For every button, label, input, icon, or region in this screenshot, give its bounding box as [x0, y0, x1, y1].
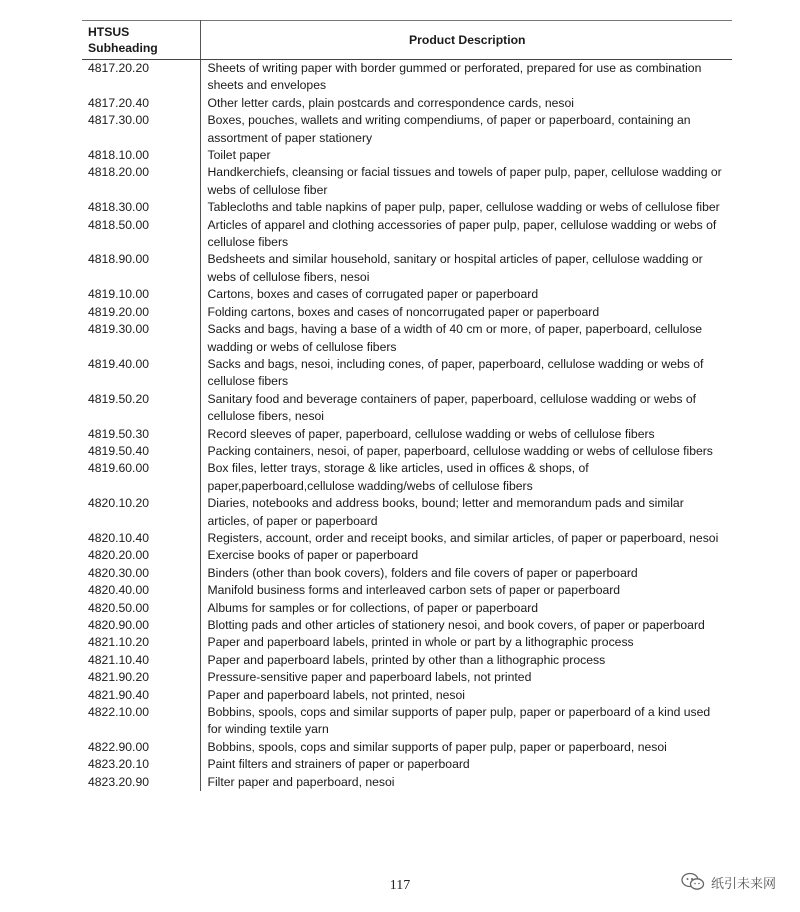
table-row [82, 356, 732, 391]
table-row [82, 530, 732, 547]
table-row [82, 600, 732, 617]
table-row [82, 164, 732, 199]
subheading-code: 4820.20.00 [82, 547, 200, 564]
table-row [82, 443, 732, 460]
subheading-code: 4819.60.00 [82, 460, 200, 495]
product-description: Bobbins, spools, cops and similar supports of paper pulp, paper or paperboard, nesoi [207, 739, 667, 754]
table-row [82, 217, 732, 252]
table-row [82, 634, 732, 651]
product-description: Articles of apparel and clothing accessories of paper pulp, paper, cellulose wadding or webs of cellulose fibers [207, 217, 717, 250]
subheading-code: 4820.90.00 [82, 617, 200, 634]
table-row [82, 112, 732, 147]
product-description: Blotting pads and other articles of stationery nesoi, and book covers, of paper or paperboard [207, 618, 705, 632]
product-description: Filter paper and paperboard, nesoi [207, 774, 395, 789]
product-description: Packing containers, nesoi, of paper, paperboard, cellulose wadding or webs of cellulose fibers [207, 443, 713, 458]
table-row [82, 147, 732, 164]
subheading-code: 4819.50.40 [82, 443, 200, 460]
product-description: Sheets of writing paper with border gummed or perforated, prepared for use as combination sheets and envelopes [207, 61, 702, 93]
table-row [82, 321, 732, 356]
product-description: Paper and paperboard labels, printed in whole or part by a lithographic process [207, 635, 634, 650]
product-description: Folding cartons, boxes and cases of noncorrugated paper or paperboard [207, 304, 600, 319]
subheading-code: 4819.40.00 [82, 356, 200, 391]
table-row [82, 704, 732, 739]
subheading-code: 4820.50.00 [82, 600, 200, 617]
table-row [82, 391, 732, 426]
watermark-text: 纸引未来网 [710, 875, 776, 891]
table-row [82, 652, 732, 669]
subheading-code: 4821.90.40 [82, 687, 200, 704]
subheading-code: 4820.40.00 [82, 582, 200, 599]
subheading-code: 4818.20.00 [82, 164, 200, 199]
watermark [681, 872, 776, 892]
subheading-code: 4822.10.00 [82, 704, 200, 739]
product-description: Sacks and bags, having a base of a width of 40 cm or more, of paper, paperboard, cellulose wadding or webs of cellulose fibers [207, 322, 703, 354]
table-row [82, 251, 732, 286]
product-description: Sanitary food and beverage containers of paper, paperboard, cellulose wadding or webs of cellulose fibers, nesoi [207, 391, 696, 424]
product-description: Bedsheets and similar household, sanitary or hospital articles of paper, cellulose wadding or webs of cellulose fibers, nesoi [207, 252, 703, 284]
table-row [82, 739, 732, 756]
subheading-code: 4821.10.20 [82, 634, 200, 651]
product-description: Handkerchiefs, cleansing or facial tissues and towels of paper pulp, paper, cellulose wadding or webs of cellulose fiber [207, 165, 722, 197]
table-row [82, 669, 732, 686]
subheading-code: 4820.10.20 [82, 495, 200, 530]
product-description: Sacks and bags, nesoi, including cones, of paper, paperboard, cellulose wadding or webs of cellulose fibers [207, 356, 704, 389]
table-row [82, 547, 732, 564]
product-description: Albums for samples or for collections, of paper or paperboard [207, 600, 539, 615]
subheading-code: 4819.20.00 [82, 304, 200, 321]
product-description: Box files, letter trays, storage & like articles, used in offices & shops, of paper,paperboard,cellulose wadding/webs of cellulose fibers [207, 461, 589, 493]
subheading-code: 4821.90.20 [82, 669, 200, 686]
subheading-code: 4820.10.40 [82, 530, 200, 547]
subheading-code: 4819.30.00 [82, 321, 200, 356]
product-description: Other letter cards, plain postcards and correspondence cards, nesoi [207, 95, 574, 110]
table-row [82, 495, 732, 530]
subheading-code: 4821.10.40 [82, 652, 200, 669]
product-description: Cartons, boxes and cases of corrugated paper or paperboard [207, 287, 539, 302]
table-row [82, 304, 732, 321]
product-description: Paper and paperboard labels, printed by other than a lithographic process [207, 652, 606, 667]
subheading-code: 4818.30.00 [82, 199, 200, 216]
product-description: Pressure-sensitive paper and paperboard labels, not printed [207, 670, 532, 685]
table-header [82, 21, 732, 60]
table-row [82, 565, 732, 582]
product-description: Exercise books of paper or paperboard [207, 548, 419, 563]
column-header-subheading [82, 21, 200, 60]
column-header-description: Product Description [200, 21, 732, 60]
table-row [82, 617, 732, 634]
wechat-icon [681, 872, 705, 892]
column-header-subheading-line1: HTSUS [88, 25, 130, 39]
product-description: Record sleeves of paper, paperboard, cellulose wadding or webs of cellulose fibers [207, 426, 655, 441]
table-row [82, 687, 732, 704]
table-row [82, 774, 732, 791]
product-description: Binders (other than book covers), folders and file covers of paper or paperboard [207, 565, 638, 580]
product-description: Bobbins, spools, cops and similar supports of paper pulp, paper or paperboard of a kind used for winding textile yarn [207, 705, 711, 737]
product-description: Toilet paper [207, 148, 271, 163]
product-description: Boxes, pouches, wallets and writing compendiums, of paper or paperboard, containing an assortment of paper stationery [207, 113, 691, 145]
table-row [82, 460, 732, 495]
subheading-code: 4823.20.90 [82, 774, 200, 791]
product-description: Manifold business forms and interleaved carbon sets of paper or paperboard [207, 583, 621, 598]
subheading-code: 4819.50.30 [82, 426, 200, 443]
table-row [82, 95, 732, 112]
subheading-code: 4823.20.10 [82, 756, 200, 773]
subheading-code: 4818.10.00 [82, 147, 200, 164]
product-description: Registers, account, order and receipt books, and similar articles, of paper or paperboard, nesoi [207, 530, 719, 545]
subheading-code: 4820.30.00 [82, 565, 200, 582]
table-row [82, 60, 732, 95]
subheading-code: 4817.20.20 [82, 60, 200, 95]
table-row [82, 756, 732, 773]
subheading-code: 4819.10.00 [82, 286, 200, 303]
table-row [82, 582, 732, 599]
subheading-code: 4817.20.40 [82, 95, 200, 112]
table-row [82, 286, 732, 303]
page-number: 117 [389, 878, 411, 893]
table-body [82, 60, 732, 792]
subheading-code: 4818.50.00 [82, 217, 200, 252]
document-page [82, 20, 732, 791]
subheading-code: 4818.90.00 [82, 251, 200, 286]
product-description: Diaries, notebooks and address books, bound; letter and memorandum pads and similar articles, of paper or paperboard [207, 496, 684, 528]
subheading-code: 4822.90.00 [82, 739, 200, 756]
product-description: Paper and paperboard labels, not printed, nesoi [207, 687, 465, 702]
product-description: Tablecloths and table napkins of paper pulp, paper, cellulose wadding or webs of cellulose fiber [207, 200, 720, 215]
column-header-subheading-line2: Subheading [88, 41, 158, 55]
product-description: Paint filters and strainers of paper or paperboard [207, 757, 470, 772]
htsus-table [82, 20, 732, 791]
subheading-code: 4819.50.20 [82, 391, 200, 426]
table-row [82, 199, 732, 216]
table-row [82, 426, 732, 443]
subheading-code: 4817.30.00 [82, 112, 200, 147]
